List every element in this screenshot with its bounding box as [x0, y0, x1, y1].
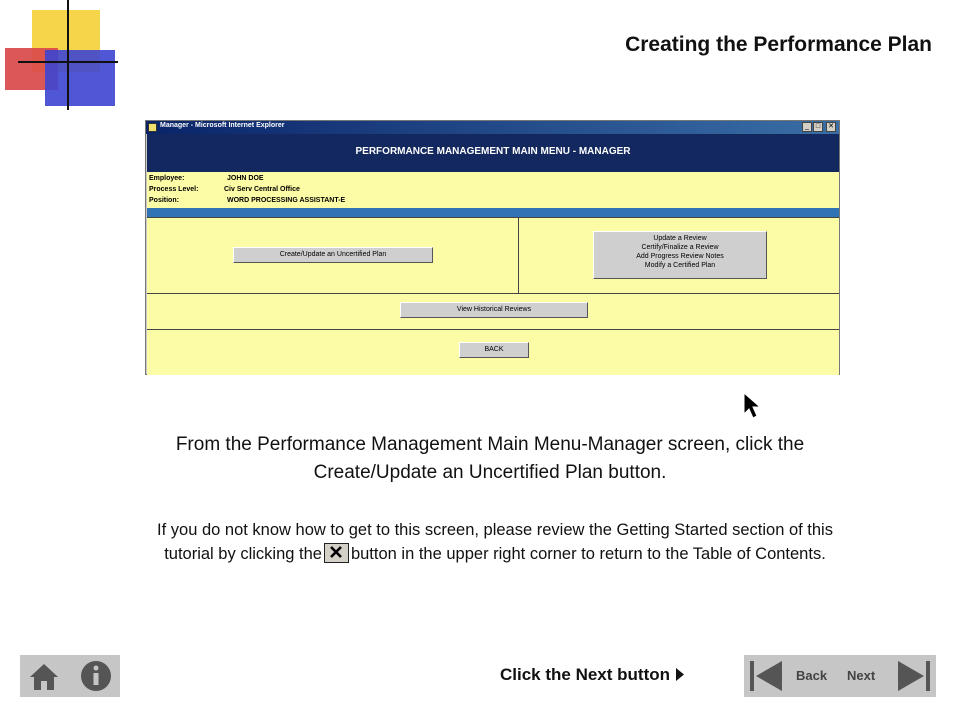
- back-form-button[interactable]: BACK: [459, 342, 529, 358]
- click-next-prompt: [500, 665, 684, 685]
- minimize-button[interactable]: _: [802, 122, 812, 132]
- blue-divider-strip: [147, 208, 839, 217]
- info-button[interactable]: [72, 655, 120, 697]
- menu-body: [147, 217, 839, 375]
- progress-notes-line: Add Progress Review Notes: [636, 253, 724, 260]
- home-button[interactable]: [20, 655, 68, 697]
- decor-blue-block: [45, 50, 115, 106]
- help-text-end: button in the upper right corner to return to the Table of Contents.: [350, 545, 826, 563]
- instruction-text: From the Performance Management Main Menu-Manager screen, click the Create/Update an Uncertified Plan button.: [175, 434, 805, 483]
- certify-review-line: Certify/Finalize a Review: [641, 244, 719, 251]
- next-button[interactable]: [844, 655, 936, 697]
- decor-horizontal-line: [18, 61, 118, 63]
- back-button[interactable]: [744, 655, 836, 697]
- window-titlebar: [146, 121, 839, 134]
- update-review-line: Update a Review: [653, 235, 707, 242]
- nav-right-group: [744, 655, 936, 697]
- home-icon: [20, 655, 68, 697]
- create-update-plan-button[interactable]: Create/Update an Uncertified Plan: [233, 247, 433, 263]
- menu-header: [147, 134, 839, 172]
- back-arrow-icon: [748, 659, 784, 693]
- click-next-text: Click the Next button: [500, 665, 671, 684]
- nav-left-group: [20, 655, 120, 697]
- help-text-start: If you do not know how to get to this screen, please review the Getting Started section of this tutorial by clicking the: [157, 521, 833, 563]
- employee-info: [147, 172, 839, 208]
- help-text: [150, 518, 840, 566]
- process-level-value: Civ Serv Central Office: [224, 186, 300, 193]
- view-historical-reviews-button[interactable]: View Historical Reviews: [400, 302, 588, 318]
- employee-label: Employee:: [149, 175, 185, 182]
- close-x-icon: [324, 543, 349, 563]
- page-title: Creating the Performance Plan: [625, 33, 932, 56]
- back-label: Back: [796, 668, 828, 683]
- close-button[interactable]: ✕: [826, 122, 836, 132]
- table-row-divider-2: [147, 329, 839, 330]
- maximize-button[interactable]: □: [813, 122, 823, 132]
- info-icon: [72, 655, 120, 697]
- review-actions-button[interactable]: [593, 231, 767, 279]
- next-label: Next: [847, 668, 876, 683]
- process-level-label: Process Level:: [149, 186, 199, 193]
- employee-value: JOHN DOE: [227, 175, 264, 182]
- play-triangle-icon: [675, 668, 684, 681]
- table-row-divider-1: [147, 293, 839, 294]
- next-arrow-icon: [896, 659, 932, 693]
- menu-header-title: PERFORMANCE MANAGEMENT MAIN MENU - MANAGER: [355, 146, 631, 157]
- table-column-divider: [518, 217, 519, 293]
- ie-app-icon: [148, 123, 157, 132]
- position-label: Position:: [149, 197, 179, 204]
- position-value: WORD PROCESSING ASSISTANT-E: [227, 197, 346, 204]
- table-border-top: [147, 217, 839, 218]
- modify-plan-line: Modify a Certified Plan: [644, 262, 716, 269]
- mouse-pointer-icon: [743, 392, 765, 420]
- decor-vertical-line: [67, 0, 69, 110]
- embedded-screenshot: [145, 120, 840, 375]
- window-title: Manager - Microsoft Internet Explorer: [160, 122, 285, 129]
